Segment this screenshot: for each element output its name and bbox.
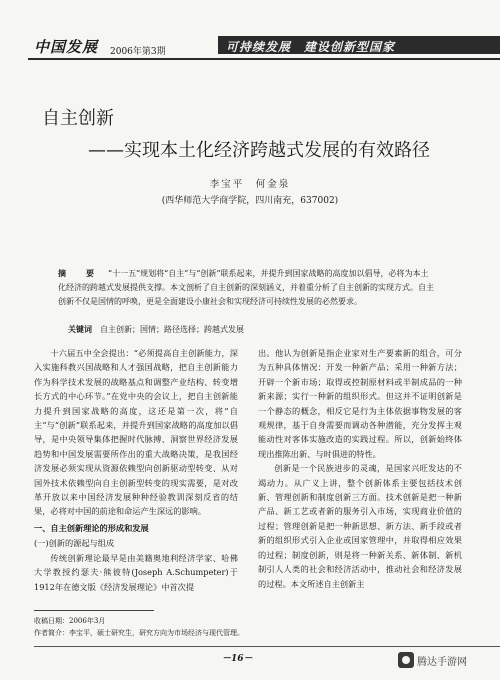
journal-header — [0, 0, 500, 70]
authors: 李宝平 何金泉 — [209, 179, 291, 190]
issue-label: 2006年第3期 — [110, 47, 166, 57]
affiliation: (西华师范大学商学院，四川南充，637002) — [161, 196, 339, 206]
footnote-author: 作者简介：李宝平，硕士研究生，研究方向为市场经济与现代管理。 — [34, 629, 244, 637]
body-paragraph: 十六届五中全会提出：“必须提高自主创新能力，深入实施科教兴国战略和人才强国战略，把自主创新能力作为科学技术发展的战略基点和调整产业结构、转变增长方式的中心环节。”在党中央的会议上，把自主创新能力提升到国家战略的高度，这还是第一次，将“自主”与“创新”联系起来，并提升到国家战略的高度加以倡导，是中央领导集体把握时代脉搏、洞察世界经济发展趋势和中国发展需要所作出的重大战略决策，是我国经济发展必须实现从资源依赖型向创新驱动型转变、从对国外技术依赖型向自主创新型转变的现实需要，是对改革开放以来中国经济发展种种经验教训深刻反省的结果，必将对中国的前途和命运产生深远的影响。 — [34, 348, 238, 517]
slogan-text: 可持续发展 建设创新型国家 — [226, 40, 396, 54]
keywords-text: 自主创新；国情；路径选择；跨越式发展 — [100, 325, 244, 334]
slogan-banner — [218, 36, 500, 54]
journal-name: 中国发展 — [34, 38, 99, 56]
body-column-right — [258, 346, 462, 591]
body-column-left — [34, 346, 238, 594]
body-paragraph: 出。他认为创新是指企业家对生产要素新的组合，可分为五种具体情况：开发一种新产品；采用一种新方法；开辟一个新市场；取得或控制原材料或半制成品的一种新来源；实行一种新的组织形式。但这并不证明创新是一个静态的概念，相反它是行为主体依据事物发展的客观规律，基于自身需要而调动各种潜能，充分发挥主观能动性对客体实施改造的实践过程。所以，创新始终体现出推陈出新、与时俱进的特性。 — [258, 348, 462, 459]
subsection-heading: (一)创新的源起与组成 — [34, 538, 115, 549]
page-bottom-divider — [34, 646, 500, 647]
keywords — [68, 324, 244, 335]
watermark-text: 腾达手游网 — [417, 656, 467, 668]
watermark — [398, 652, 467, 668]
footnote-received: 收稿日期：2006年3月 — [34, 617, 106, 625]
body-paragraph: 创新是一个民族进步的灵魂，是国家兴旺发达的不竭动力。从广义上讲，整个创新体系主要包括技术创新、管理创新和制度创新三方面。技术创新是把一种新产品、新工艺或者新的服务引入市场，实现商业价值的过程；管理创新是把一种新思想、新方法、新手段或者新的组织形式引入企业或国家管理中，并取得相应效果的过程；制度创新，则是将一种新关系、新体制、新机制引人人类的社会和经济活动中，推动社会和经济发展的过程。本文所述自主创新主 — [258, 463, 462, 589]
watermark-logo-icon — [398, 652, 414, 668]
keywords-label: 关键词 — [68, 324, 92, 334]
header-divider — [28, 58, 500, 60]
abstract — [58, 266, 436, 309]
footnote-divider — [34, 610, 154, 611]
abstract-text: “十一五”规划将“自主”与“创新”联系起来，并提升到国家战略的高度加以倡导，必将为本土化经济的跨越式发展提供支撑。本文剖析了自主创新的深刻涵义，并着重分析了自主创新的实现方式。自主创新不仅是国情的呼唤，更是全面建设小康社会和实现经济可持续性发展的必然要求。 — [58, 269, 434, 306]
title-line-1: 自主创新 — [42, 108, 114, 129]
body-paragraph: 传统创新理论最早是由美籍奥地利经济学家、哈佛大学教授约瑟夫·熊彼特(Joseph A.Schumpeter)于1912年在德文版《经济发展理论》中首次提 — [34, 552, 238, 592]
abstract-label: 摘 要 — [58, 268, 100, 278]
title-line-2: ——实现本土化经济跨越式发展的有效路径 — [88, 140, 430, 161]
section-heading: 一、自主创新理论的形成和发展 — [34, 522, 149, 533]
page-number: －16－ — [222, 654, 253, 664]
